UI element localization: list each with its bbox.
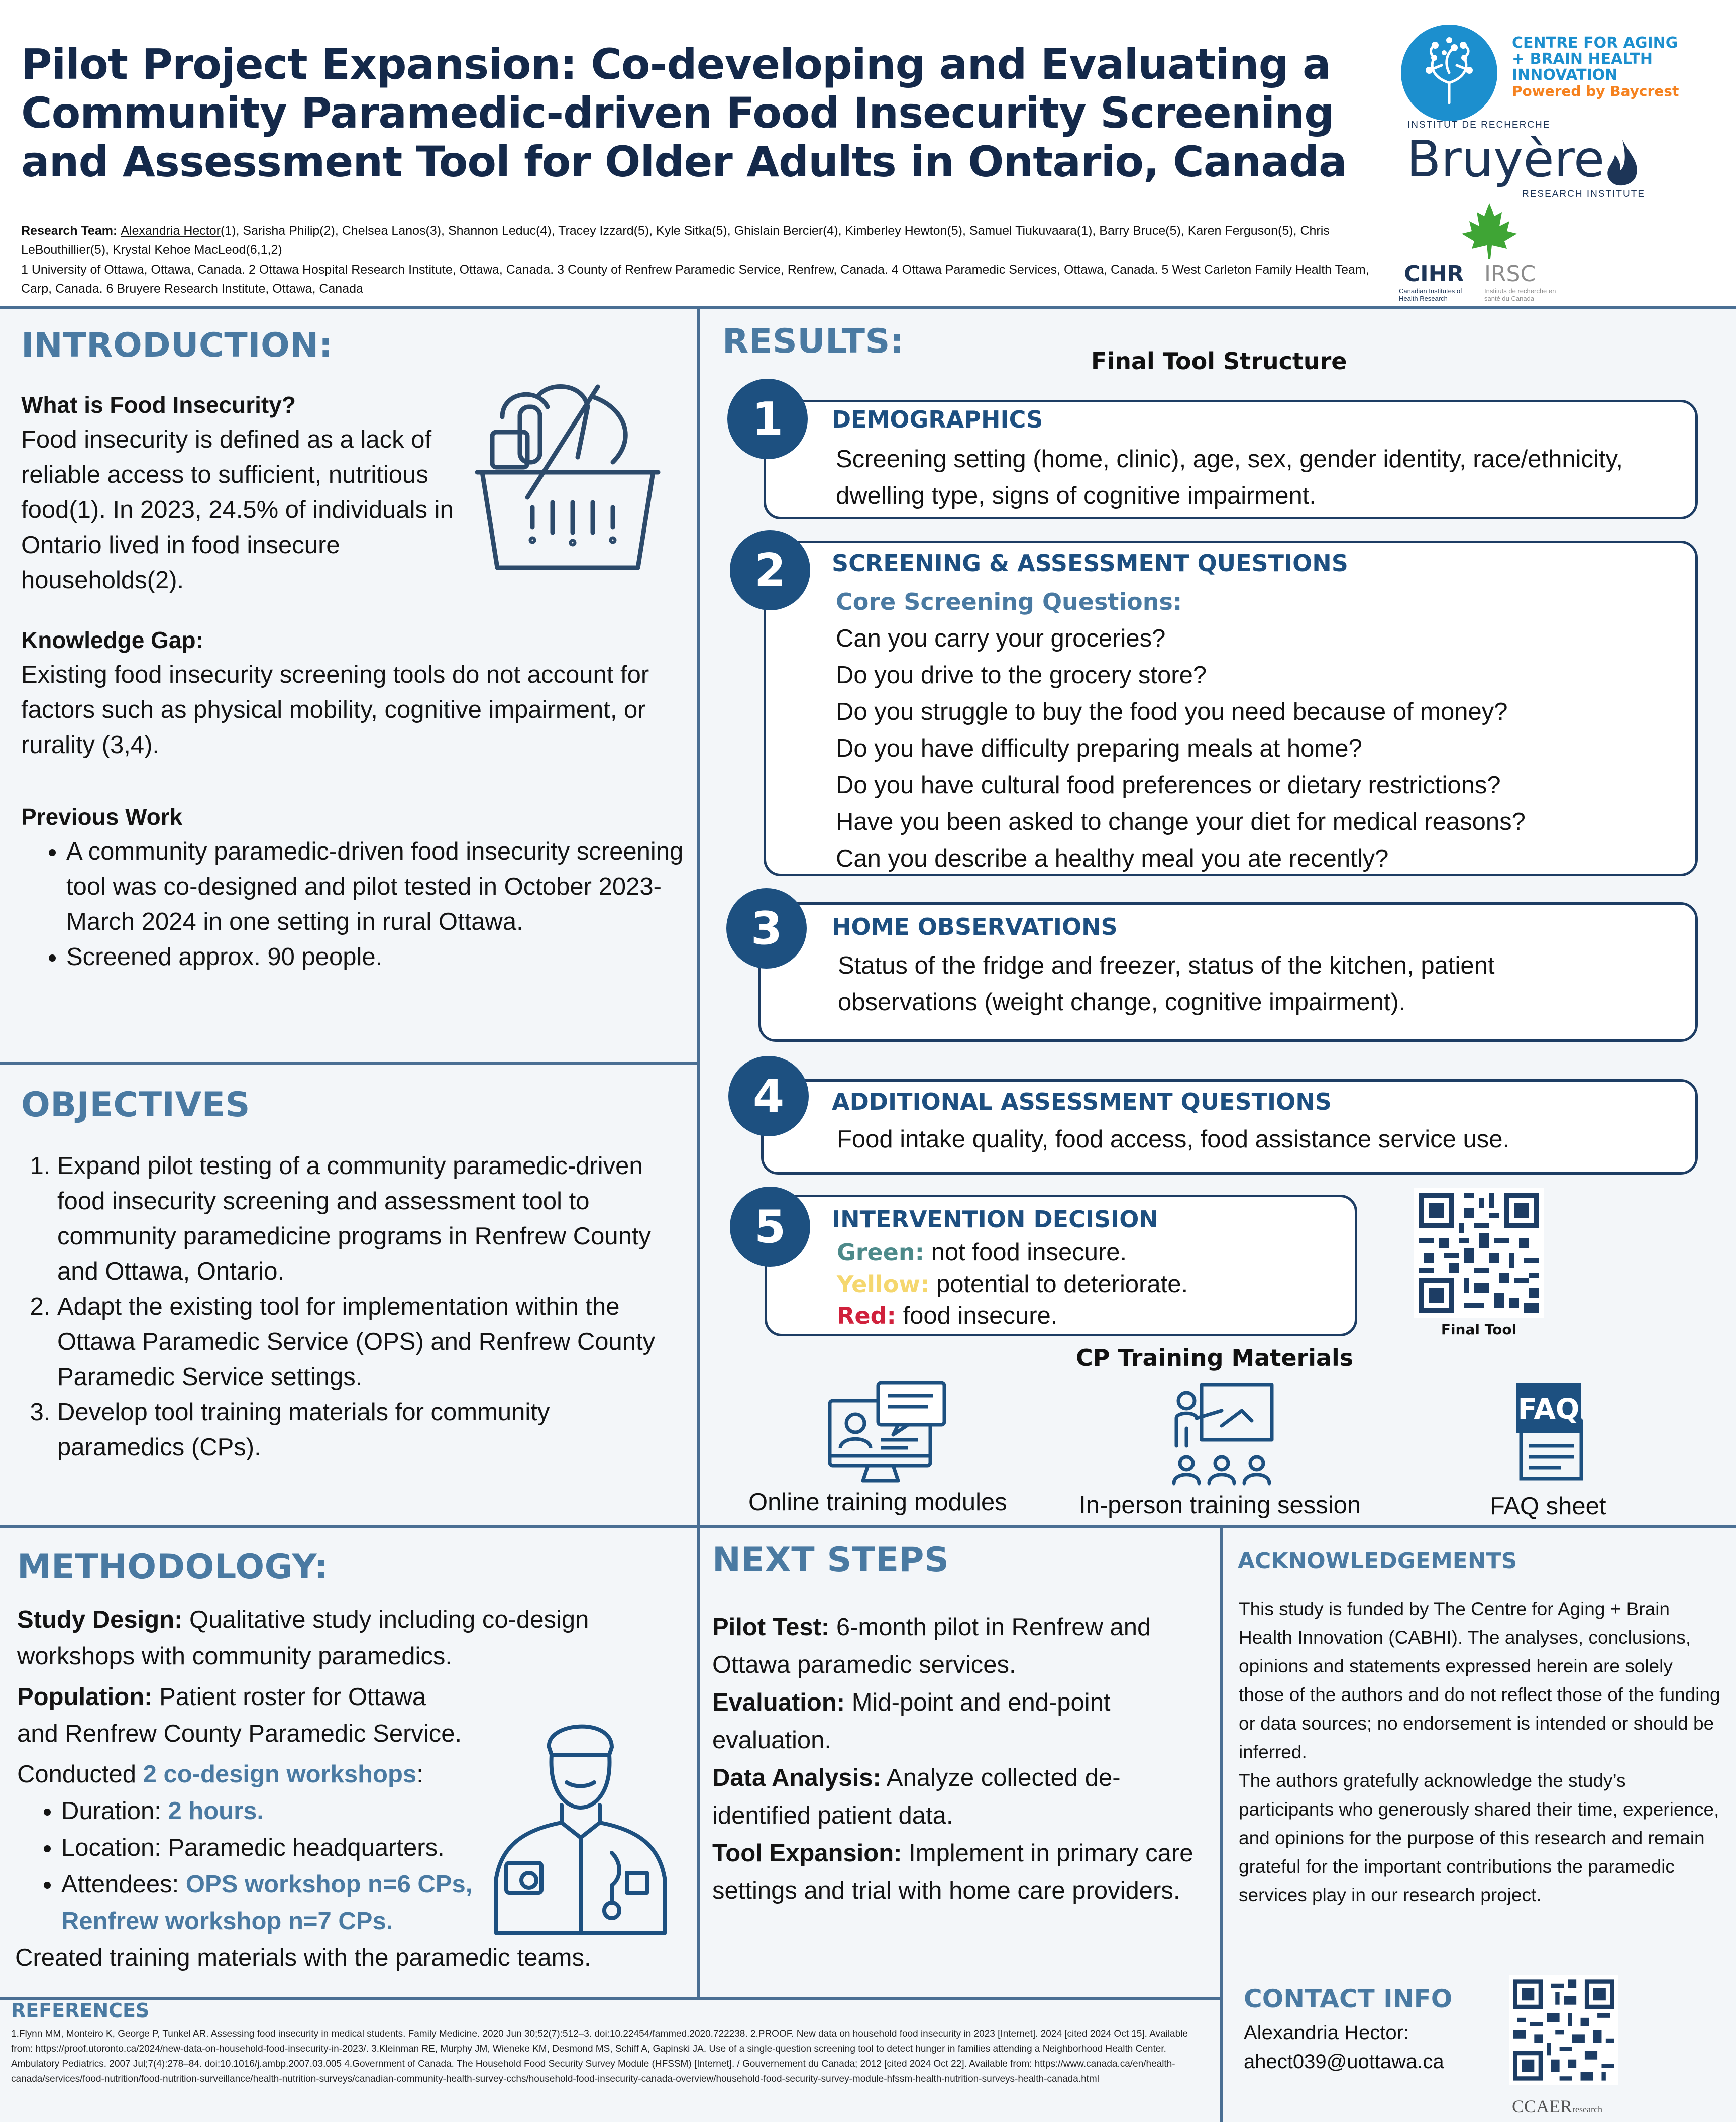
objectives-list [21, 1148, 680, 1465]
training-item-in-person: In-person training session [1079, 1492, 1361, 1519]
green-label: Green: [837, 1239, 924, 1266]
next-steps-title: NEXT STEPS [712, 1540, 949, 1580]
training-item-online: Online training modules [748, 1489, 1007, 1516]
screening-question: Do you have cultural food preferences or dietary restrictions? [836, 772, 1501, 799]
methodology-title: METHODOLOGY: [17, 1547, 329, 1587]
location-item: • Location: Paramedic headquarters. [61, 1830, 513, 1866]
conducted-prefix: Conducted [17, 1761, 143, 1788]
study-design-text: Qualitative study including co-design workshops with community paramedics. [17, 1606, 589, 1670]
intro-prev-block [21, 800, 684, 975]
next-step-label: Tool Expansion: [712, 1840, 902, 1867]
references-text: 1.Flynn MM, Monteiro K, George P, Tunkel AR. Assessing food insecurity in medical students. Family Medicine. 2020 Jun 30;52(7):512–3. doi:10.22454/fammed.2020.722238. 2.PROOF. New data on household food insecurity in 2023 [Internet]. 2024 [cited 2024 Oct 15]. Available from: https://proof.utoronto.ca/2024/new-data-on-household-food-insecurity-in-2023/. 3.Kleinman RE, Murphy JM, Wieneke KM, Desmond MS, Schiff A, Gapinski JA. Use of a single-question screening tool to detect hunger in families attending a Neighborhood Health Center. Ambulatory Pediatrics. 2007 Jul;7(4):278–84. doi:10.1016/j.ambp.2007.03.005 4.Government of Canada. The Household Food Security Survey Module (HFSSM) [Internet]. / Gouvernement du Canada; 2012 [cited 2024 Oct 22]. Available from: https://www.canada.ca/en/health-canada/services/food-nutrition/food-nutrition-surveillance/health-nutrition-surveys/canadian-community-health-survey-cchs/household-food-insecurity-canada-overview/household-food-security-survey-module-hfssm-health-nutrition-surveys-health-canada.html [11, 2029, 1188, 2084]
card-text-home-observations: Status of the fridge and freezer, status of the kitchen, patient observations (weight change, cognitive impairment). [838, 952, 1495, 1016]
step-number-4: 4 [728, 1056, 809, 1136]
next-step-item [712, 1759, 1215, 1835]
grocery-basket-icon [472, 377, 663, 578]
next-step-item [712, 1835, 1215, 1910]
bruyere-top-text: INSTITUT DE RECHERCHE [1407, 120, 1551, 130]
flame-icon [1605, 140, 1640, 190]
screening-question: Do you struggle to buy the food you need because of money? [836, 698, 1508, 725]
screening-question: Do you have difficulty preparing meals at home? [836, 735, 1362, 762]
paramedic-icon [491, 1712, 672, 1938]
next-step-item [712, 1684, 1215, 1759]
conducted-suffix: : [416, 1761, 423, 1788]
online-training-icon [828, 1381, 948, 1486]
divider-left-column [697, 306, 700, 2000]
bruyere-bottom-text: RESEARCH INSTITUTE [1522, 189, 1646, 199]
next-step-text: Mid-point and end-point evaluation. [712, 1689, 1111, 1754]
population-text: Patient roster for Ottawa and Renfrew County Paramedic Service. [17, 1683, 462, 1747]
prev-item: • Screened approx. 90 people. [66, 939, 684, 975]
step-number-5: 5 [730, 1187, 810, 1267]
next-step-text: 6-month pilot in Renfrew and Ottawa paramedic services. [712, 1614, 1151, 1678]
attendees-ops: OPS workshop n=6 CPs, [185, 1871, 473, 1898]
card-text-additional: Food intake quality, food access, food assistance service use. [837, 1126, 1510, 1153]
divider-header [0, 306, 1736, 309]
divider-references [0, 1997, 1223, 2000]
next-steps-block [712, 1609, 1215, 1910]
training-item-faq: FAQ sheet [1490, 1493, 1606, 1520]
team-members: (1), Sarisha Philip(2), Chelsea Lanos(3), Shannon Leduc(4), Tracey Izzard(5), Kyle Sitka(5), Ghislain Bercier(4), Kimberley Hewton(5), Samuel Tiukuvaara(1), Barry Bruce(5), Karen Ferguson(5), Chris LeBouthillier(5), Krystal Kehoe MacLeod(6,1,2) [21, 224, 1330, 257]
prev-list [21, 834, 684, 975]
introduction-title: INTRODUCTION: [21, 326, 333, 365]
objectives-block [21, 1148, 674, 1465]
card-title-additional: ADDITIONAL ASSESSMENT QUESTIONS [832, 1088, 1332, 1115]
prev-item: • A community paramedic-driven food insecurity screening tool was co-designed and pilot tested in October 2023-March 2024 in one setting in rural Ottawa. [66, 834, 684, 939]
next-step-text: Implement in primary care settings and trial with home care providers. [712, 1840, 1194, 1904]
cihr-subtext: Canadian Institutes of Health Research [1399, 287, 1462, 302]
contact-name: Alexandria Hector: [1244, 2022, 1409, 2044]
ccaer-text: CCAER [1512, 2096, 1573, 2116]
objective-item: 1. Expand pilot testing of a community paramedic-driven food insecurity screening and assessment tool to community paramedicine programs in Renfrew County and Ottawa, Ontario. [57, 1148, 680, 1289]
study-design [17, 1602, 670, 1675]
ccaer-logo [1512, 2096, 1602, 2117]
final-tool-qr-code[interactable] [1414, 1188, 1544, 1318]
screening-question: Can you describe a healthy meal you ate recently? [836, 845, 1389, 872]
yellow-text: potential to deteriorate. [929, 1270, 1188, 1298]
created-materials: Created training materials with the paramedic teams. [15, 1944, 591, 1971]
irsc-subtext: Instituts de recherche en santé du Canada [1484, 287, 1556, 302]
bruyere-logo [1406, 120, 1688, 205]
duration-prefix: Duration: [61, 1797, 168, 1825]
next-step-label: Pilot Test: [712, 1614, 830, 1641]
red-text: food insecure. [896, 1302, 1058, 1329]
cabhi-line2: + BRAIN HEALTH [1512, 50, 1653, 68]
card-screening-list [836, 584, 1685, 877]
next-step-text: Analyze collected de-identified patient data. [712, 1764, 1121, 1829]
card-title-demographics: DEMOGRAPHICS [832, 406, 1043, 433]
results-subtitle: Final Tool Structure [1091, 348, 1347, 375]
next-step-item [712, 1609, 1215, 1684]
lead-author: Alexandria Hector [121, 224, 221, 238]
step-number-1: 1 [727, 379, 808, 459]
core-screening-label: Core Screening Questions: [836, 588, 1182, 615]
irsc-text: IRSC [1484, 261, 1536, 287]
card-title-screening: SCREENING & ASSESSMENT QUESTIONS [832, 550, 1348, 577]
screening-question: Do you drive to the grocery store? [836, 662, 1207, 689]
faq-icon-text: FAQ [1517, 1393, 1580, 1426]
objective-item: 3. Develop tool training materials for community paramedics (CPs). [57, 1395, 680, 1465]
attendees-renfrew: Renfrew workshop n=7 CPs. [61, 1907, 393, 1935]
workshop-details [17, 1793, 513, 1940]
attendees-prefix: Attendees: [61, 1871, 186, 1898]
ccaer-subtext: research [1572, 2104, 1602, 2114]
card-title-intervention: INTERVENTION DECISION [832, 1206, 1158, 1233]
cabhi-line3: INNOVATION [1512, 66, 1618, 84]
contact-qr-code[interactable] [1509, 1975, 1618, 2085]
cabhi-brain-icon [1399, 23, 1499, 123]
population [17, 1679, 469, 1752]
intro-what-block [21, 388, 468, 598]
step-number-3: 3 [726, 888, 807, 969]
maple-leaf-icon [1459, 201, 1520, 261]
divider-middle [0, 1525, 1736, 1528]
cabhi-line1: CENTRE FOR AGING [1512, 34, 1678, 52]
duration-value: 2 hours. [168, 1797, 264, 1825]
faq-sheet-icon [1511, 1381, 1591, 1481]
contact-email[interactable]: ahect039@uottawa.ca [1244, 2051, 1444, 2073]
card-title-home-observations: HOME OBSERVATIONS [832, 913, 1118, 940]
gap-heading: Knowledge Gap: [21, 627, 203, 653]
in-person-training-icon [1166, 1381, 1277, 1486]
references-title: REFERENCES [11, 1999, 150, 2022]
step-number-2: 2 [730, 530, 810, 610]
final-tool-label: Final Tool [1441, 1321, 1517, 1338]
attendees-item [61, 1866, 513, 1940]
study-design-label: Study Design: [17, 1606, 183, 1633]
green-text: not food insecure. [924, 1239, 1127, 1266]
cihr-logo [1399, 201, 1580, 306]
intervention-levels [837, 1237, 1339, 1332]
yellow-label: Yellow: [837, 1270, 930, 1298]
training-title: CP Training Materials [1076, 1344, 1354, 1371]
contact-title: CONTACT INFO [1244, 1984, 1453, 2013]
screening-question: Can you carry your groceries? [836, 625, 1166, 652]
level-red [837, 1300, 1339, 1332]
next-step-label: Evaluation: [712, 1689, 845, 1716]
level-green [837, 1237, 1339, 1268]
divider-intro-objectives [0, 1062, 700, 1065]
prev-heading: Previous Work [21, 804, 183, 830]
objective-item: 2. Adapt the existing tool for implementation within the Ottawa Paramedic Service (OPS) and Renfrew County Paramedic Service settings. [57, 1289, 680, 1395]
research-team [21, 221, 1387, 259]
card-text-demographics: Screening setting (home, clinic), age, sex, gender identity, race/ethnicity, dwelling type, signs of cognitive impairment. [836, 446, 1623, 509]
ack-paragraph-1: This study is funded by The Centre for Aging + Brain Health Innovation (CABHI). The analyses, conclusions, opinions and statements expressed herein are solely those of the authors and do not reflect those of the funding or data sources; no endorsement is intended or should be inferred. [1239, 1599, 1720, 1762]
cabhi-powered: Powered by Baycrest [1512, 83, 1679, 99]
level-yellow [837, 1268, 1339, 1300]
population-label: Population: [17, 1683, 153, 1711]
ack-paragraph-2: The authors gratefully acknowledge the study’s participants who generously shared their time, experience, and opinions for the purpose of this research and remain grateful for the important contributions the paramedic services play in our research project. [1239, 1770, 1719, 1905]
what-heading: What is Food Insecurity? [21, 392, 296, 418]
divider-next-ack [1220, 1525, 1223, 2122]
duration-item [61, 1793, 513, 1830]
next-step-label: Data Analysis: [712, 1764, 881, 1791]
what-text: Food insecurity is defined as a lack of reliable access to sufficient, nutritious food(1). In 2023, 24.5% of individuals in Ontario lived in food insecure households(2). [21, 426, 454, 594]
ack-body [1239, 1595, 1721, 1909]
cabhi-logo [1399, 23, 1710, 123]
team-label: Research Team: [21, 224, 121, 238]
objectives-title: OBJECTIVES [21, 1085, 251, 1125]
intro-gap-block [21, 623, 674, 763]
gap-text: Existing food insecurity screening tools do not account for factors such as physical mobility, cognitive impairment, or rurality (3,4). [21, 661, 649, 759]
conducted-highlight: 2 co-design workshops [143, 1761, 417, 1788]
red-label: Red: [837, 1302, 896, 1329]
results-title: RESULTS: [722, 322, 904, 361]
bruyere-name: Bruyère [1406, 130, 1605, 188]
affiliations: 1 University of Ottawa, Ottawa, Canada. 2 Ottawa Hospital Research Institute, Ottawa, Canada. 3 County of Renfrew Paramedic Service, Renfrew, Canada. 4 Ottawa Paramedic Services, Ottawa, Canada. 5 West Carleton Family Health Team, Carp, Canada. 6 Bruyere Research Institute, Ottawa, Canada [21, 263, 1369, 296]
cihr-text: CIHR [1404, 261, 1464, 287]
screening-question: Have you been asked to change your diet for medical reasons? [836, 808, 1526, 835]
poster-title: Pilot Project Expansion: Co-developing and Evaluating a Community Paramedic-driven Food Insecurity Screening and Assessment Tool for Older Adults in Ontario, Canada [21, 40, 1347, 186]
ack-title: ACKNOWLEDGEMENTS [1238, 1548, 1517, 1574]
